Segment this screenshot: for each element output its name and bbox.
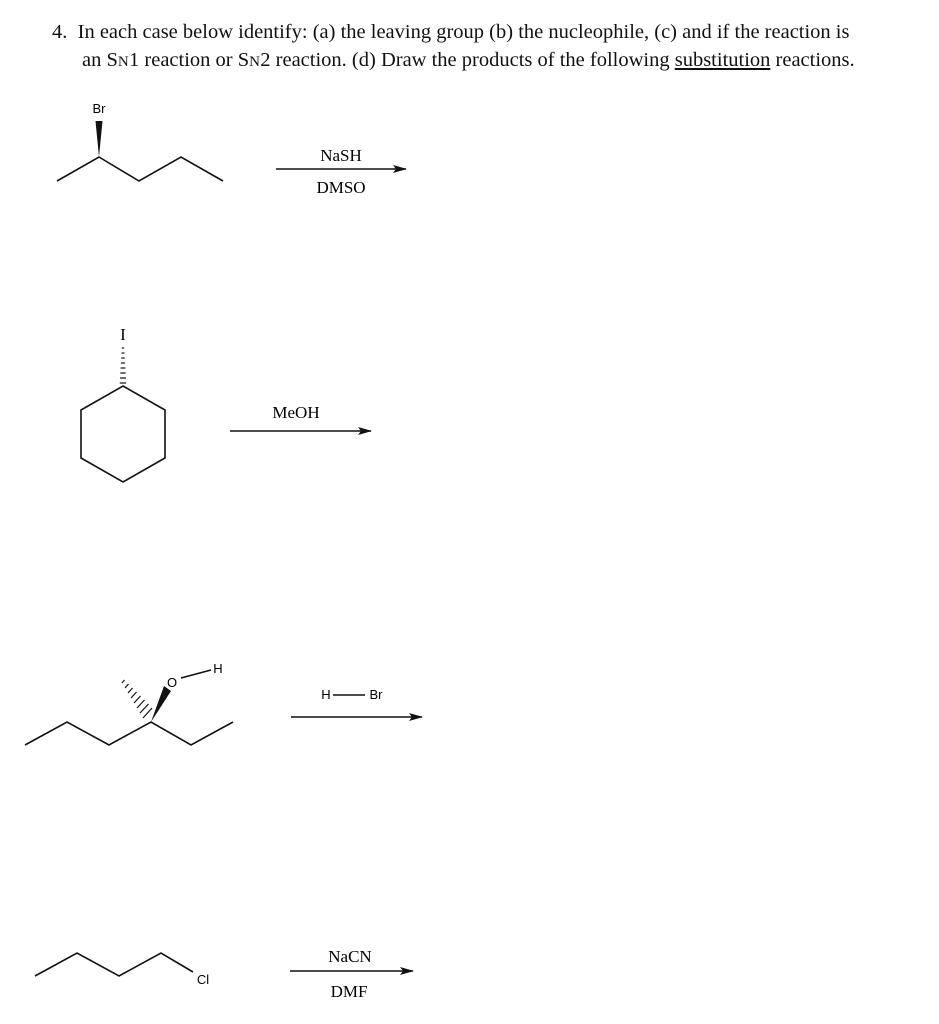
- reaction-3: [25, 661, 422, 745]
- solvent-dmf: DMF: [330, 982, 368, 1001]
- o-h-bond: [181, 670, 211, 678]
- reaction-arrow-3: [291, 687, 422, 717]
- reaction-1: [57, 101, 406, 197]
- hydrogen-label: H: [213, 661, 223, 676]
- carbon-skeleton: [25, 722, 233, 745]
- bromine-label: Br: [92, 101, 106, 116]
- q2-sn-sub2: N: [249, 54, 261, 70]
- molecule-1-chlorobutane: [35, 953, 209, 987]
- q2-post: reactions.: [770, 49, 855, 71]
- question-number: 4.: [52, 21, 68, 43]
- q2-underlined-word: substitution: [674, 49, 771, 71]
- reaction-arrow-4: [290, 947, 413, 1001]
- iodine-label: I: [120, 325, 126, 344]
- hashed-wedge-bond: [122, 680, 152, 718]
- q2-pre: an S: [82, 49, 118, 71]
- q2-mid1: 1 reaction or S: [129, 49, 250, 71]
- reagent-nacn: NaCN: [328, 947, 372, 966]
- reagent-br-label: Br: [369, 687, 383, 702]
- chlorine-label: Cl: [196, 972, 210, 987]
- reaction-4: [35, 947, 413, 1001]
- hashed-wedge-bond: [120, 348, 126, 383]
- molecule-tertiary-alcohol: [25, 661, 233, 745]
- solvent-dmso: DMSO: [316, 178, 366, 197]
- wedge-bond: [96, 121, 103, 157]
- carbon-skeleton: [35, 953, 193, 976]
- reagent-nash: NaSH: [320, 146, 362, 165]
- molecule-iodocyclohexane: [81, 325, 165, 482]
- carbon-skeleton: [57, 157, 223, 181]
- reagent-h-label: H: [321, 687, 331, 702]
- cyclohexane-ring: [81, 386, 165, 482]
- reagent-meoh: MeOH: [272, 403, 320, 422]
- reaction-2: [81, 325, 371, 482]
- question-line1-text: In each case below identify: (a) the leaving group (b) the nucleophile, (c) and if the reaction is: [77, 21, 850, 43]
- wedge-bond: [151, 686, 171, 722]
- reaction-arrow-1: [276, 146, 406, 197]
- q2-sn-sub1: N: [117, 54, 130, 70]
- q2-mid2: 2 reaction. (d) Draw the products of the following: [260, 49, 675, 71]
- molecule-2-bromobutane: [57, 101, 223, 181]
- oxygen-label: O: [166, 675, 178, 690]
- reaction-arrow-2: [230, 403, 371, 431]
